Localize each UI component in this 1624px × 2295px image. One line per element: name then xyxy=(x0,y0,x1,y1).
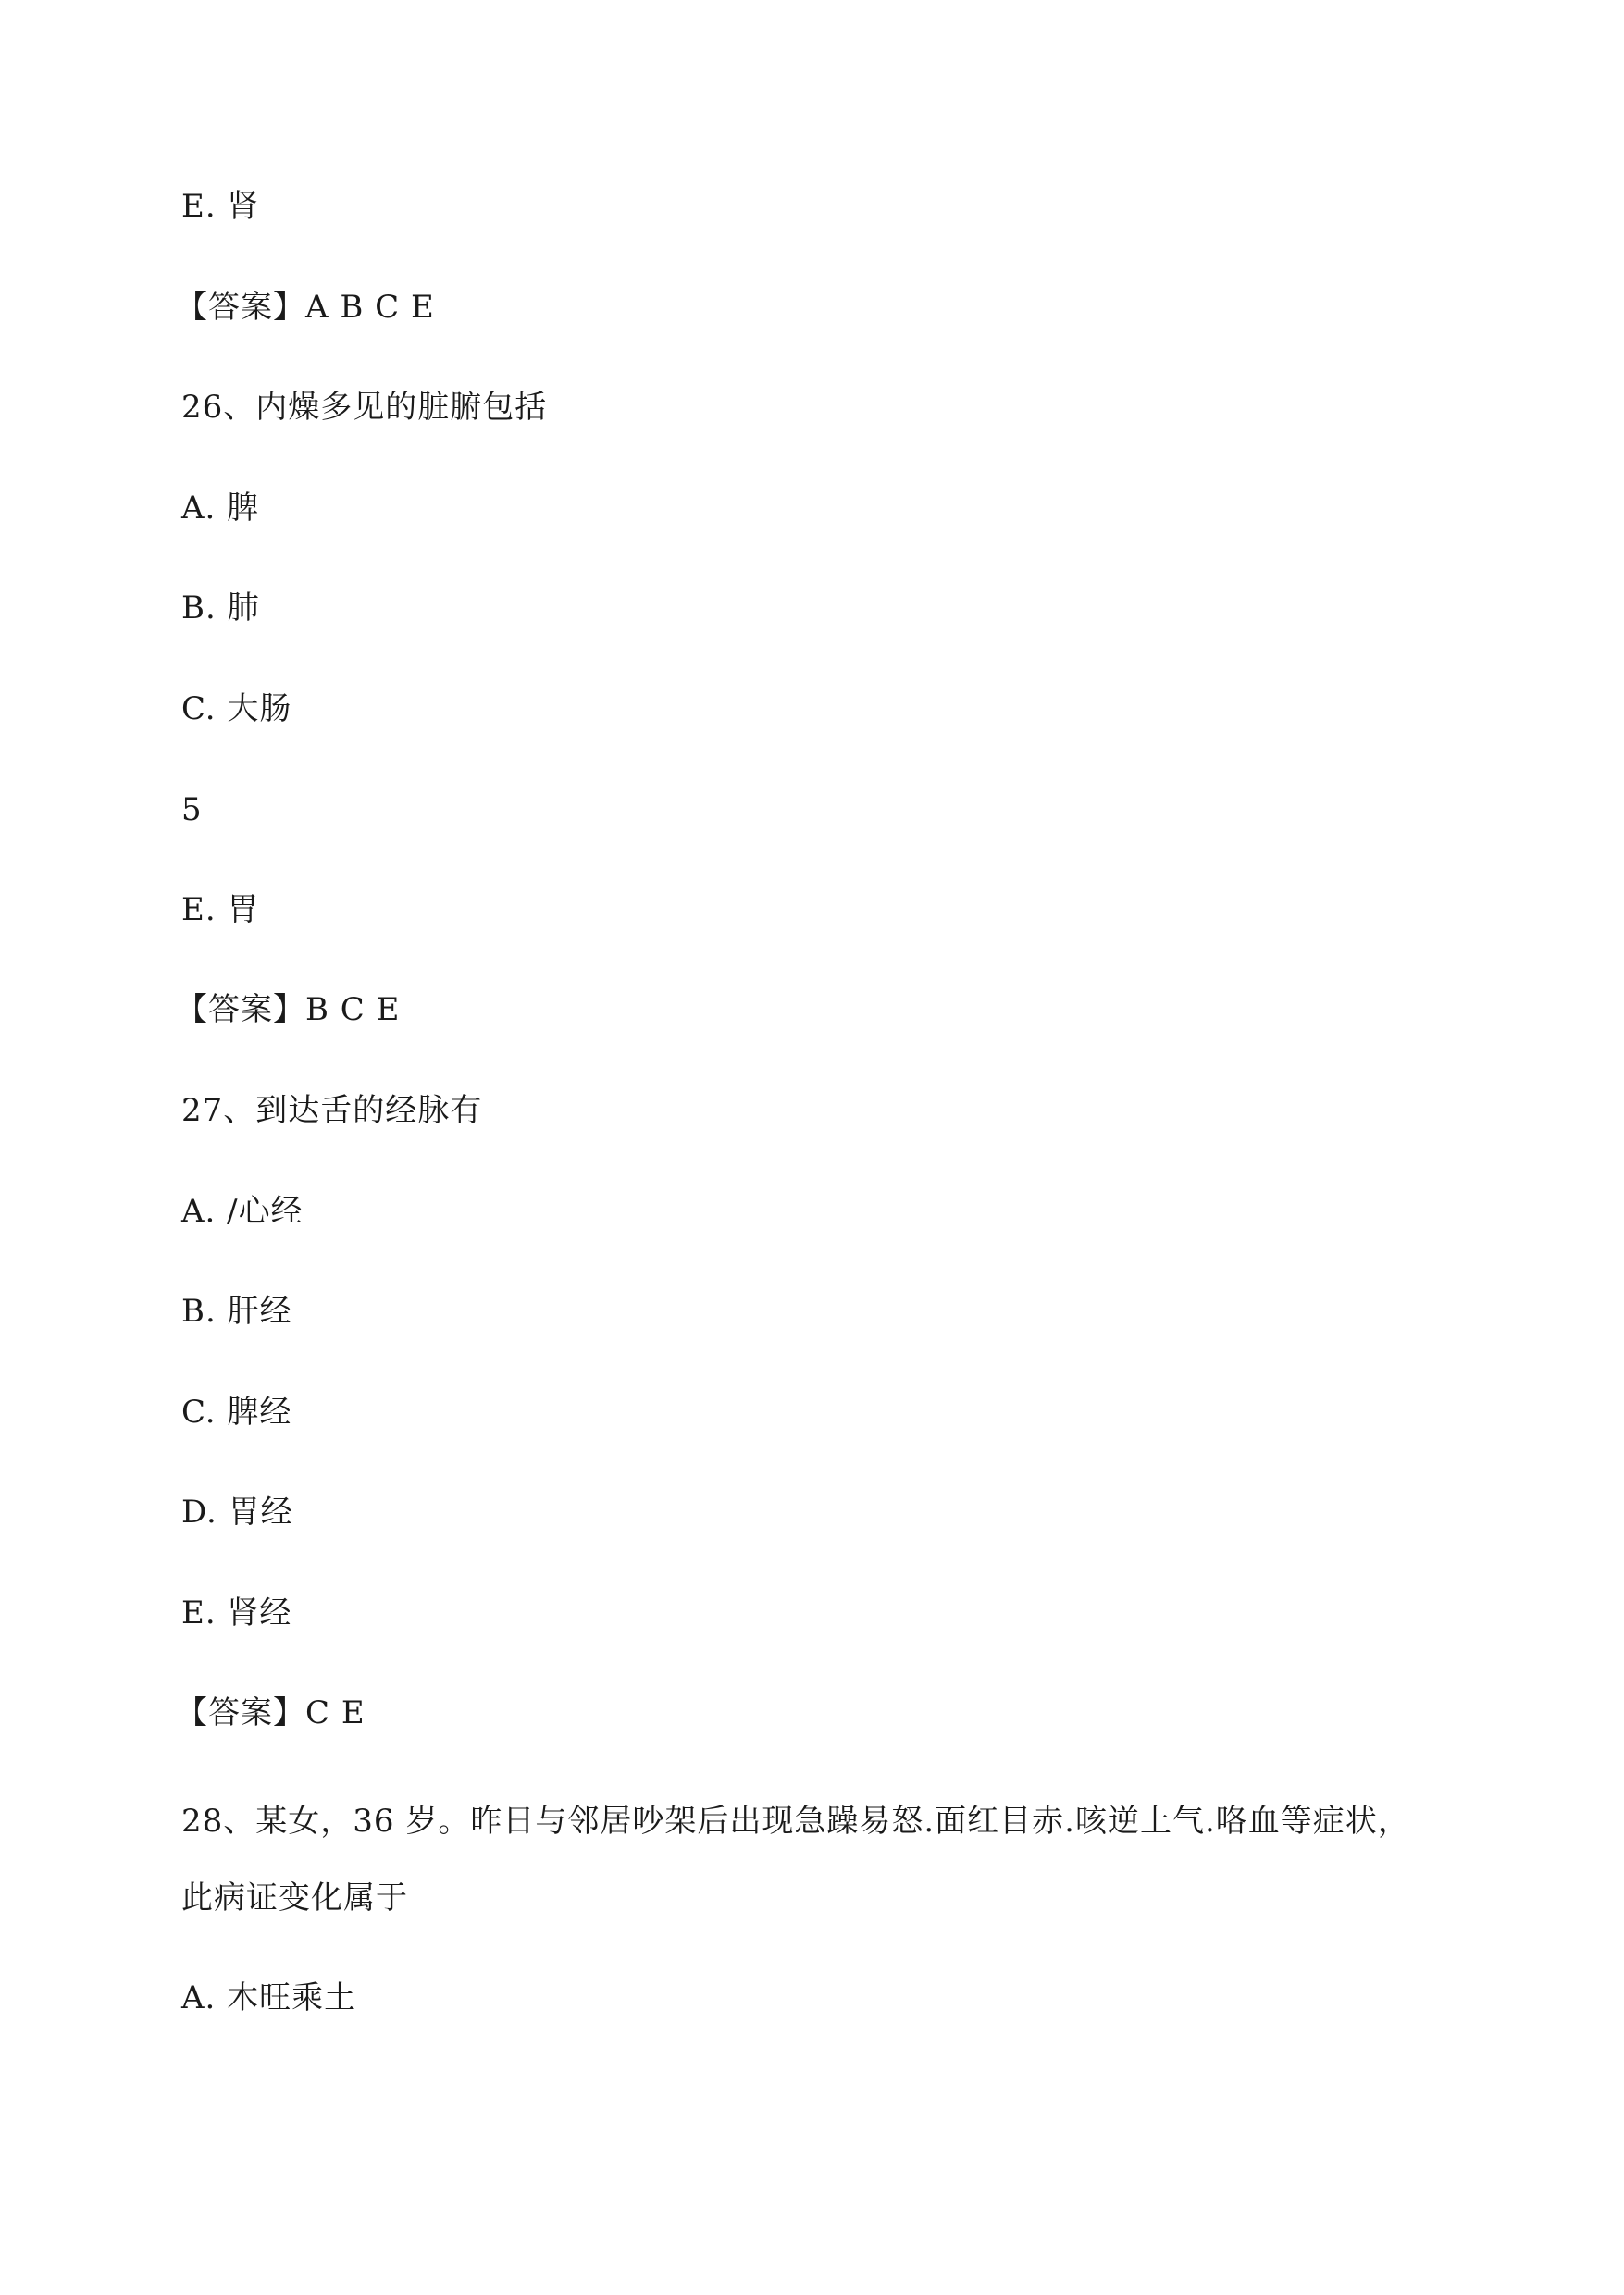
q27-option-c: C. 脾经 xyxy=(181,1394,292,1431)
q25-option-e: E. 肾 xyxy=(181,188,260,225)
page-number: 5 xyxy=(181,791,203,828)
q27-answer: 【答案】C E xyxy=(176,1694,366,1731)
q26-option-a: A. 脾 xyxy=(181,490,260,527)
q27-option-d: D. 胃经 xyxy=(181,1494,293,1531)
q28-question-line1: 28、某女，36 岁。昨日与邻居吵架后出现急躁易怒.面红目赤.咳逆上气.咯血等症状， xyxy=(181,1803,1410,1840)
q26-answer: 【答案】B C E xyxy=(176,991,401,1028)
q27-option-a: A. /心经 xyxy=(181,1193,304,1230)
q26-option-c: C. 大肠 xyxy=(181,690,292,727)
q26-option-e: E. 胃 xyxy=(181,891,260,928)
q27-option-e: E. 肾经 xyxy=(181,1594,292,1631)
q28-question-line2: 此病证变化属于 xyxy=(181,1879,408,1917)
q26-option-b: B. 肺 xyxy=(181,589,260,626)
q26-question: 26、内燥多见的脏腑包括 xyxy=(181,389,548,426)
q25-answer: 【答案】A B C E xyxy=(176,289,435,326)
q28-option-a: A. 木旺乘土 xyxy=(181,1979,357,2016)
q27-option-b: B. 肝经 xyxy=(181,1293,292,1330)
q27-question: 27、到达舌的经脉有 xyxy=(181,1092,483,1129)
